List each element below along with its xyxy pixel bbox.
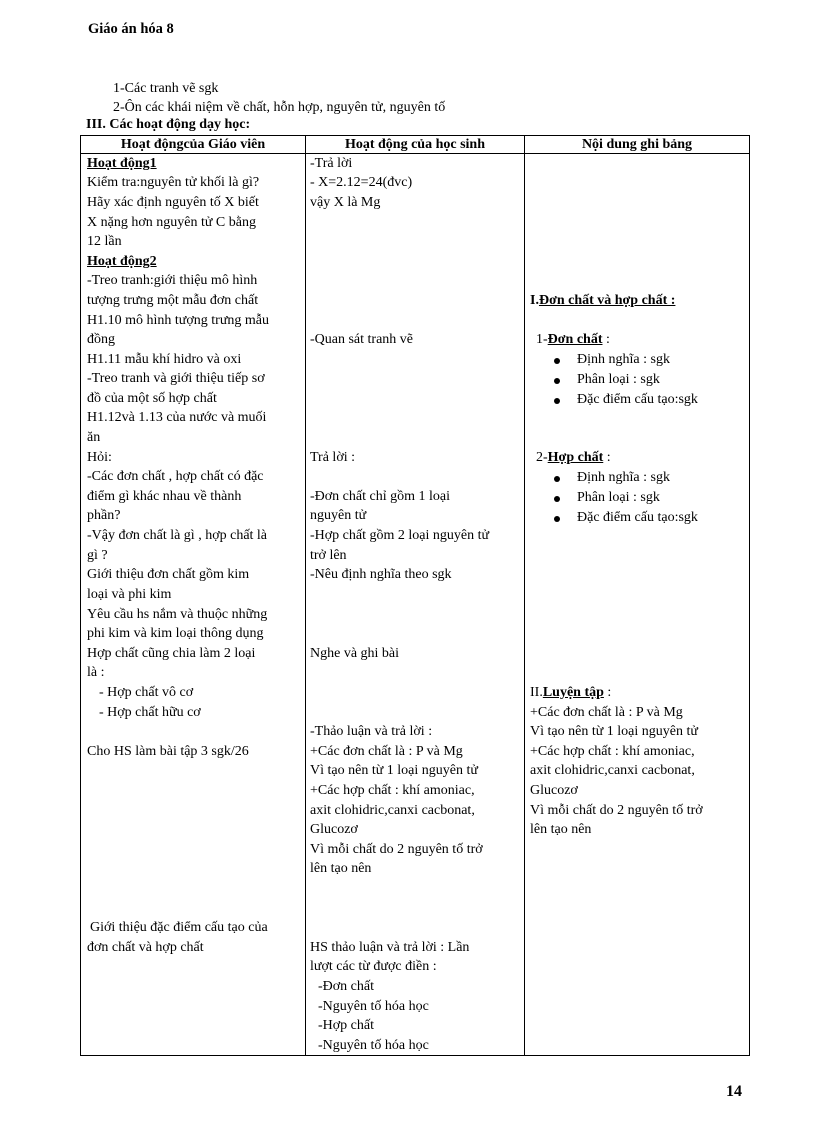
section-roman: III.: [86, 117, 106, 132]
teacher-line: -Treo tranh và giới thiệu tiếp sơ: [87, 371, 265, 386]
teacher-line: - Hợp chất hữu cơ: [99, 705, 201, 720]
board-practice-line: lên tạo nên: [530, 822, 592, 837]
student-line: +Các đơn chất là : P và Mg: [310, 744, 463, 759]
board-sub-2-title: Hợp chất: [547, 450, 604, 465]
student-line: -Đơn chất: [318, 979, 374, 994]
board-section-1: [530, 291, 675, 311]
student-line: HS thảo luận và trả lời : Lần: [310, 940, 470, 955]
teacher-line: Hỏi:: [87, 450, 112, 465]
student-line: lượt các từ được điền :: [310, 959, 437, 974]
board-list-item: Định nghĩa : sgk: [577, 352, 670, 367]
board-sub-1-title: Đơn chất: [547, 332, 603, 347]
teacher-line: điểm gì khác nhau về thành: [87, 489, 242, 504]
student-line: Vì tạo nên từ 1 loại nguyên tử: [310, 763, 478, 778]
student-line: Glucozơ: [310, 822, 358, 837]
board-section-1-title: Đơn chất và hợp chất :: [538, 293, 676, 308]
board-section-2-suffix: :: [603, 685, 612, 700]
board-list-item: Đặc điểm cấu tạo:sgk: [577, 510, 698, 525]
board-sub-2: [536, 448, 611, 468]
teacher-line: đơn chất và hợp chất: [87, 940, 204, 955]
header-teacher: Hoạt độngcủa Giáo viên: [81, 136, 306, 154]
bullet-icon: [554, 378, 560, 384]
activities-table: [80, 135, 750, 1056]
bullet-icon: [554, 496, 560, 502]
student-line: lên tạo nên: [310, 861, 372, 876]
student-line: vậy X là Mg: [310, 195, 381, 210]
student-line: -Đơn chất chỉ gồm 1 loại: [310, 489, 450, 504]
board-practice-line: Vì mỗi chất do 2 nguyên tố trở: [530, 803, 703, 818]
teacher-line: phần?: [87, 508, 121, 523]
student-line: axit clohidric,canxi cacbonat,: [310, 803, 475, 818]
teacher-line: gì ?: [87, 548, 108, 563]
header-board: Nội dung ghi bảng: [525, 136, 750, 154]
student-line: +Các hợp chất : khí amoniac,: [310, 783, 475, 798]
student-line: trở lên: [310, 548, 347, 563]
page-number: 14: [726, 1083, 742, 1100]
teacher-column: [81, 154, 306, 1056]
student-line: -Trả lời: [310, 156, 353, 171]
teacher-line: tượng trưng một mẫu đơn chất: [87, 293, 259, 308]
teacher-line: phi kim và kim loại thông dụng: [87, 626, 264, 641]
teacher-line: đồ của một số hợp chất: [87, 391, 217, 406]
prep-line-2: 2-Ôn các khái niệm về chất, hỗn hợp, nguyên tử, nguyên tố: [113, 100, 446, 115]
teacher-line: -Vậy đơn chất là gì , hợp chất là: [87, 528, 268, 543]
teacher-line: Hãy xác định nguyên tố X biết: [87, 195, 259, 210]
teacher-line: H1.11 mẫu khí hidro và oxi: [87, 352, 242, 367]
board-practice-line: axit clohidric,canxi cacbonat,: [530, 763, 695, 778]
teacher-line: Giới thiệu đặc điểm cấu tạo của: [90, 920, 268, 935]
section-heading: [86, 117, 250, 133]
teacher-line: - Hợp chất vô cơ: [99, 685, 194, 700]
student-column: [306, 154, 525, 1056]
board-section-2: [530, 683, 611, 703]
board-sub-2-prefix: 2-: [536, 450, 548, 465]
student-line: Trả lời :: [310, 450, 356, 465]
teacher-line: Yêu cầu hs nắm và thuộc những: [87, 607, 268, 622]
teacher-line: đồng: [87, 332, 115, 347]
teacher-line: X nặng hơn nguyên tử C bằng: [87, 215, 256, 230]
student-line: -Quan sát tranh vẽ: [310, 332, 414, 347]
board-list-item: Định nghĩa : sgk: [577, 470, 670, 485]
teacher-line: Kiểm tra:nguyên tử khối là gì?: [87, 175, 260, 190]
bullet-icon: [554, 516, 560, 522]
board-practice-line: Glucozơ: [530, 783, 578, 798]
board-section-2-title: Luyện tập: [542, 685, 604, 700]
bullet-icon: [554, 476, 560, 482]
activity-1-title: Hoạt động1: [87, 156, 157, 171]
board-practice-line: +Các hợp chất : khí amoniac,: [530, 744, 695, 759]
board-sub-1: [536, 330, 610, 350]
teacher-line: H1.10 mô hình tượng trưng mẫu: [87, 313, 270, 328]
document-header: Giáo án hóa 8: [88, 21, 174, 37]
board-column: [525, 154, 750, 1056]
teacher-line: -Treo tranh:giới thiệu mô hình: [87, 273, 258, 288]
teacher-line: Hợp chất cũng chia làm 2 loại: [87, 646, 256, 661]
board-sub-1-suffix: :: [602, 332, 610, 347]
activity-2-title: Hoạt động2: [87, 254, 157, 269]
board-section-1-roman: I.: [530, 293, 539, 308]
table-body-row: [81, 154, 750, 1056]
board-sub-2-suffix: :: [603, 450, 611, 465]
student-line: Vì mỗi chất do 2 nguyên tố trở: [310, 842, 483, 857]
section-colon: :: [245, 117, 251, 132]
table-header-row: [81, 136, 750, 154]
student-line: - X=2.12=24(đvc): [310, 175, 413, 190]
teacher-line: ăn: [87, 430, 101, 445]
teacher-line: H1.12và 1.13 của nước và muối: [87, 410, 267, 425]
student-line: -Thảo luận và trả lời :: [310, 724, 433, 739]
bullet-icon: [554, 398, 560, 404]
teacher-line: Cho HS làm bài tập 3 sgk/26: [87, 744, 249, 759]
board-practice-line: Vì tạo nên từ 1 loại nguyên tử: [530, 724, 698, 739]
student-line: -Nguyên tố hóa học: [318, 1038, 429, 1053]
teacher-line: -Các đơn chất , hợp chất có đặc: [87, 469, 264, 484]
board-list-item: Đặc điểm cấu tạo:sgk: [577, 392, 698, 407]
bullet-icon: [554, 358, 560, 364]
teacher-line: loại và phi kim: [87, 587, 172, 602]
board-practice-line: +Các đơn chất là : P và Mg: [530, 705, 683, 720]
student-line: -Hợp chất gồm 2 loại nguyên tử: [310, 528, 490, 543]
prep-line-1: 1-Các tranh vẽ sgk: [113, 81, 219, 96]
board-section-2-roman: II.: [530, 685, 543, 700]
section-title: Các hoạt động dạy học: [109, 117, 246, 132]
board-list-item: Phân loại : sgk: [577, 490, 660, 505]
student-line: -Nêu định nghĩa theo sgk: [310, 567, 452, 582]
teacher-line: 12 lần: [87, 234, 122, 249]
teacher-line: Giới thiệu đơn chất gồm kim: [87, 567, 250, 582]
board-list-item: Phân loại : sgk: [577, 372, 660, 387]
header-student: Hoạt động của học sinh: [306, 136, 525, 154]
board-sub-1-prefix: 1-: [536, 332, 548, 347]
student-line: nguyên tử: [310, 508, 367, 523]
student-line: Nghe và ghi bài: [310, 646, 400, 661]
teacher-line: là :: [87, 665, 105, 680]
student-line: -Hợp chất: [318, 1018, 374, 1033]
student-line: -Nguyên tố hóa học: [318, 999, 429, 1014]
